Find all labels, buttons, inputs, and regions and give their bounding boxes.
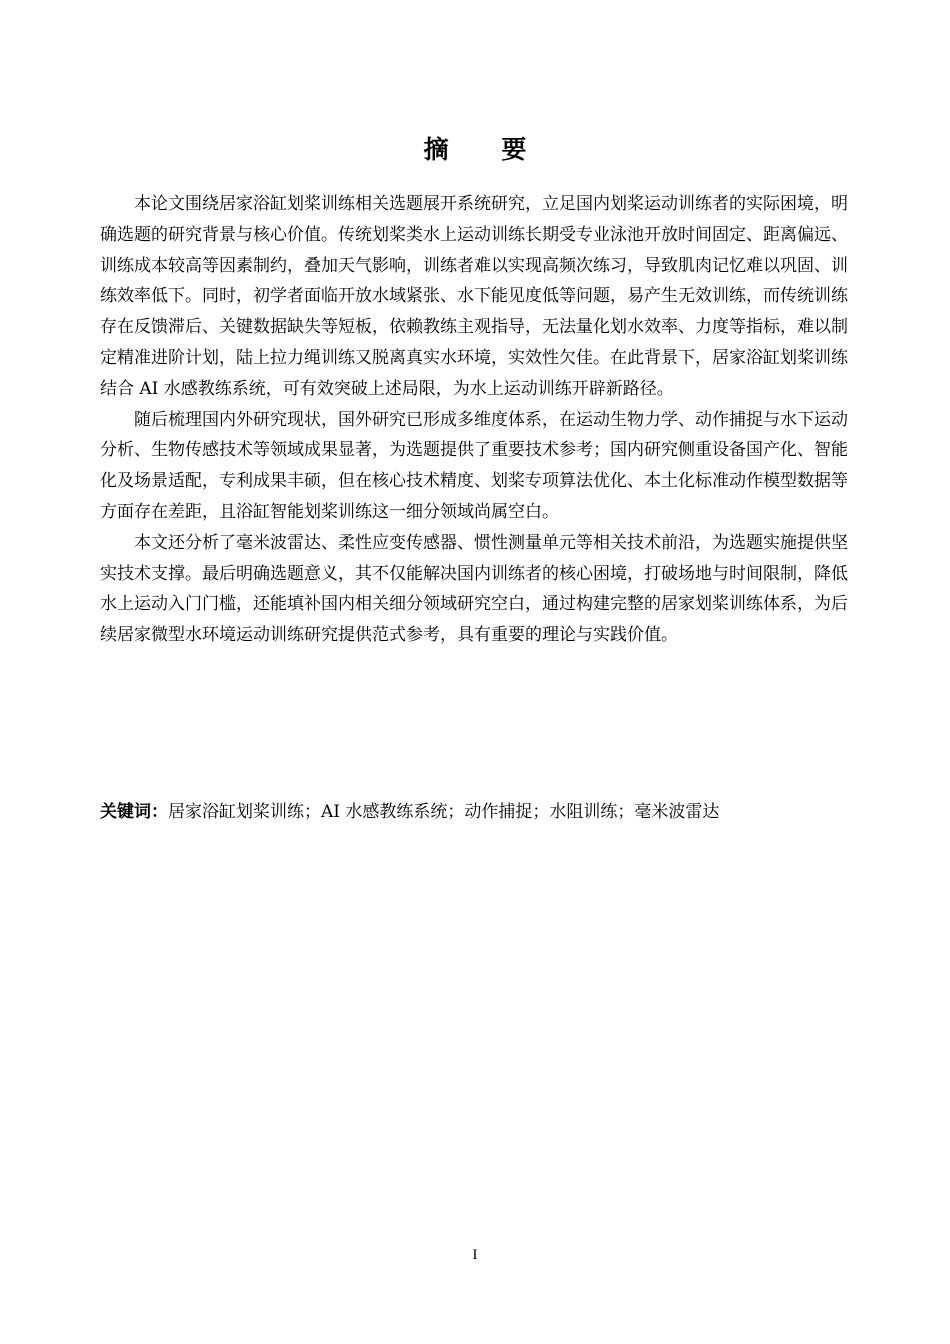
abstract-body bbox=[100, 189, 848, 651]
keywords-label: 关键词： bbox=[100, 802, 168, 822]
keywords-text: 居家浴缸划桨训练；AI 水感教练系统；动作捕捉；水阻训练；毫米波雷达 bbox=[168, 802, 720, 822]
abstract-paragraph-2: 随后梳理国内外研究现状，国外研究已形成多维度体系，在运动生物力学、动作捕捉与水下运动分析、生物传感技术等领域成果显著，为选题提供了重要技术参考；国内研究侧重设备国产化、智能化及场景适配，专利成果丰硕，但在核心技术精度、划桨专项算法优化、本土化标准动作模型数据等方面存在差距，且浴缸智能划桨训练这一细分领域尚属空白。 bbox=[100, 409, 848, 522]
keywords-line bbox=[100, 797, 860, 827]
page-number: I bbox=[472, 1247, 478, 1263]
abstract-paragraph-1: 本论文围绕居家浴缸划桨训练相关选题展开系统研究，立足国内划桨运动训练者的实际困境，明确选题的研究背景与核心价值。传统划桨类水上运动训练长期受专业泳池开放时间固定、距离偏远、训练成本较高等因素制约，叠加天气影响，训练者难以实现高频次练习，导致肌肉记忆难以巩固、训练效率低下。同时，初学者面临开放水域紧张、水下能见度低等问题，易产生无效训练，而传统训练存在反馈滞后、关键数据缺失等短板，依赖教练主观指导，无法量化划水效率、力度等指标，难以制定精准进阶计划，陆上拉力绳训练又脱离真实水环境，实效性欠佳。在此背景下，居家浴缸划桨训练结合 AI 水感教练系统，可有效突破上述局限，为水上运动训练开辟新路径。 bbox=[100, 194, 848, 399]
abstract-paragraph-3: 本文还分析了毫米波雷达、柔性应变传感器、惯性测量单元等相关技术前沿，为选题实施提供坚实技术支撑。最后明确选题意义，其不仅能解决国内训练者的核心困境，打破场地与时间限制，降低水上运动入门门槛，还能填补国内相关细分领域研究空白，通过构建完整的居家划桨训练体系，为后续居家微型水环境运动训练研究提供范式参考，具有重要的理论与实践价值。 bbox=[100, 532, 848, 646]
abstract-title: 摘 要 bbox=[423, 135, 549, 164]
